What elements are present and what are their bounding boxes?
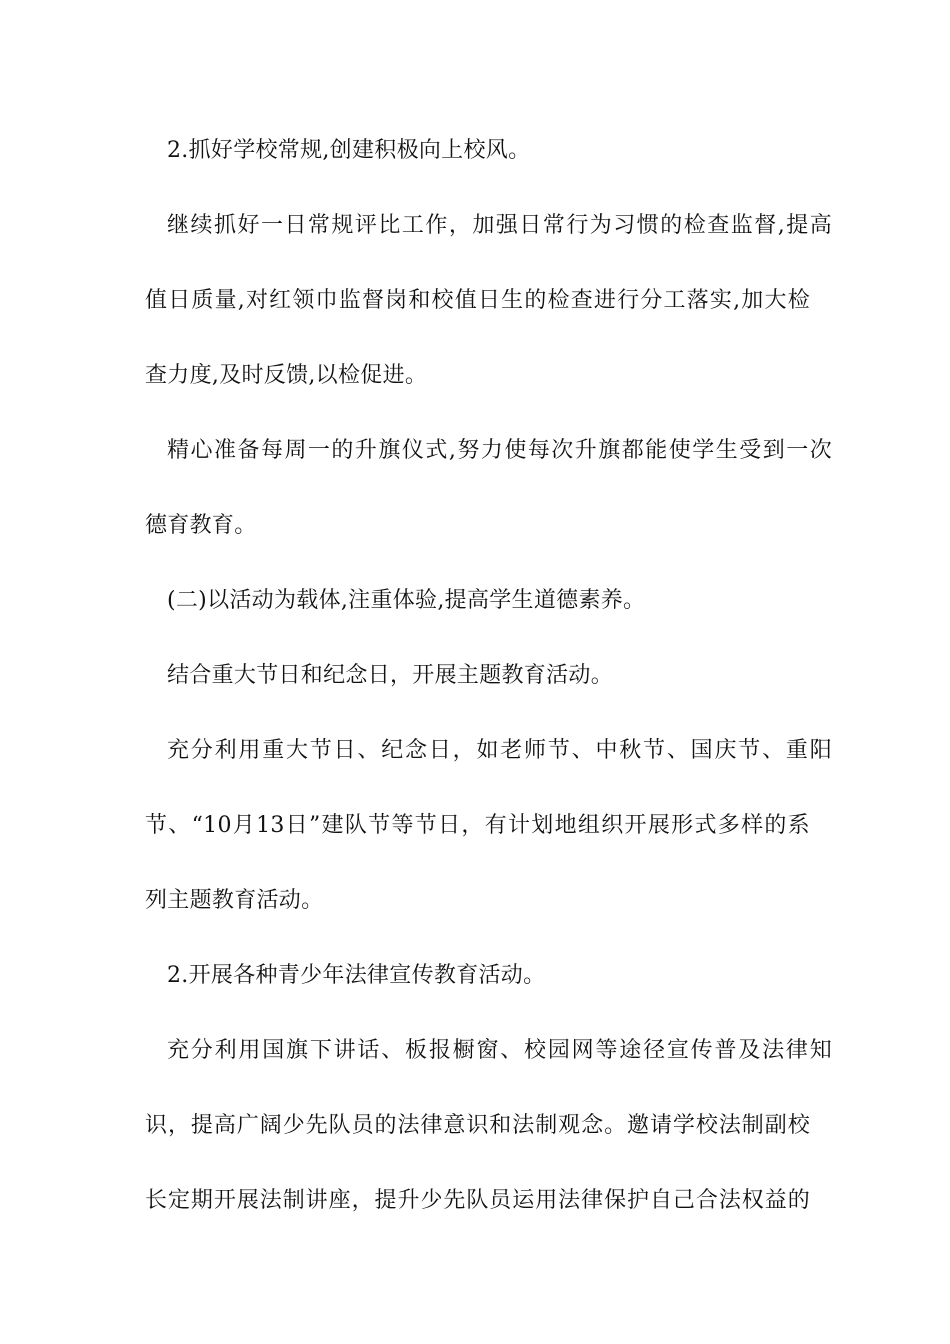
paragraph-5-line-0: 充分利用重大节日、纪念日，如老师节、中秋节、国庆节、重阳 bbox=[167, 738, 832, 763]
paragraph-3-line-0: (二)以活动为载体,注重体验,提高学生道德素养。 bbox=[167, 588, 646, 613]
paragraph-5-line-2: 列主题教育活动。 bbox=[145, 888, 324, 913]
paragraph-2-line-1: 德育教育。 bbox=[145, 513, 257, 538]
paragraph-1-line-2: 查力度,及时反馈,以检促进。 bbox=[145, 363, 428, 388]
paragraph-1-line-1: 值日质量,对红领巾监督岗和校值日生的检查进行分工落实,加大检 bbox=[145, 288, 810, 313]
paragraph-1-line-0: 继续抓好一日常规评比工作，加强日常行为习惯的检查监督,提高 bbox=[167, 213, 832, 238]
paragraph-4-line-0: 结合重大节日和纪念日，开展主题教育活动。 bbox=[167, 663, 614, 688]
paragraph-7-line-0: 充分利用国旗下讲话、板报橱窗、校园网等途径宣传普及法律知 bbox=[167, 1038, 832, 1063]
paragraph-7-line-1: 识，提高广阔少先队员的法律意识和法制观念。邀请学校法制副校 bbox=[145, 1113, 810, 1138]
paragraph-5-line-1: 节、“10月13日”建队节等节日，有计划地组织开展形式多样的系 bbox=[145, 813, 810, 838]
paragraph-7-line-2: 长定期开展法制讲座，提升少先队员运用法律保护自己合法权益的 bbox=[145, 1188, 810, 1213]
paragraph-6-line-0: 2.开展各种青少年法律宣传教育活动。 bbox=[167, 963, 546, 988]
paragraph-2-line-0: 精心准备每周一的升旗仪式,努力使每次升旗都能使学生受到一次 bbox=[167, 438, 832, 463]
paragraph-0-line-0: 2.抓好学校常规,创建积极向上校风。 bbox=[167, 138, 531, 163]
